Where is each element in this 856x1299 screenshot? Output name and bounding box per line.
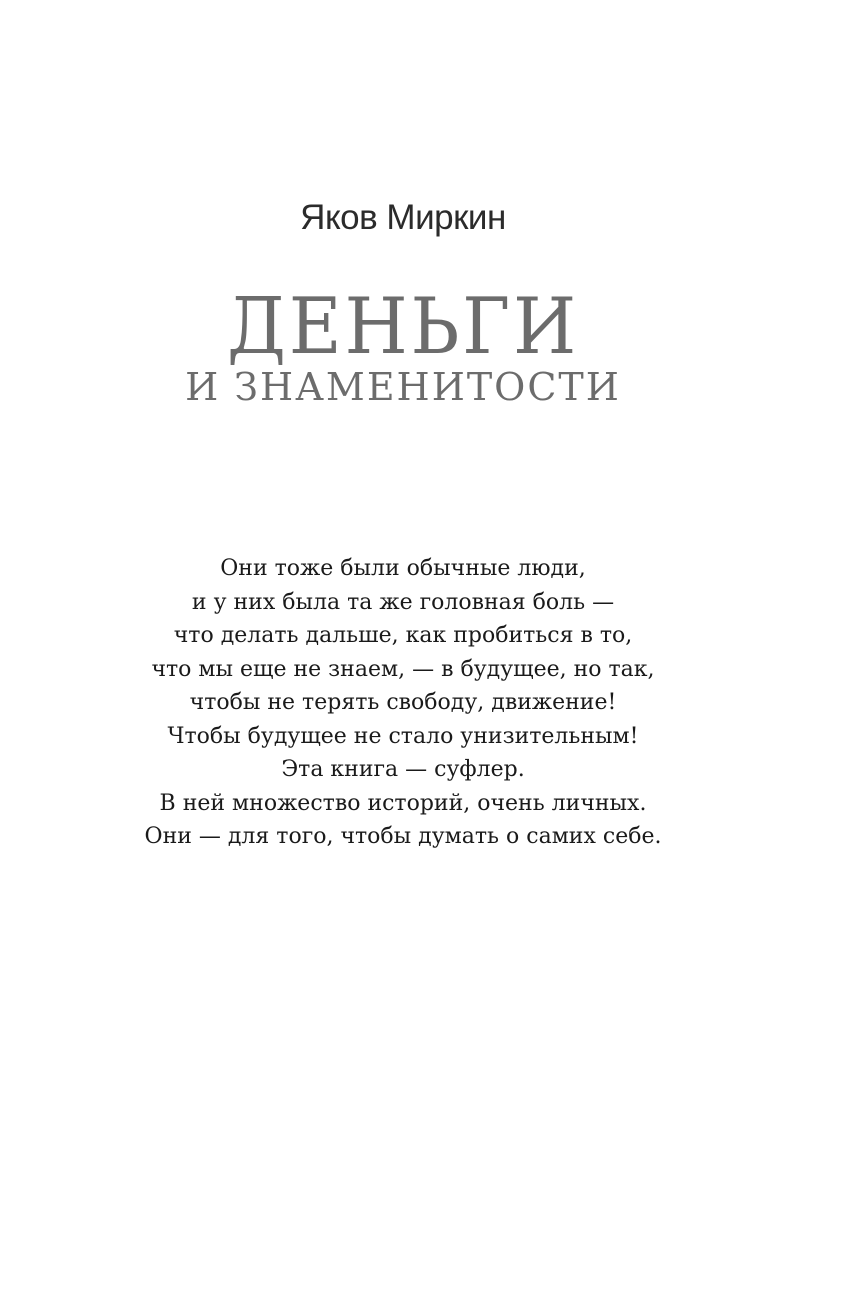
blurb-line: В ней множество историй, очень личных. xyxy=(159,790,647,816)
blurb-line: что мы еще не знаем, — в будущее, но так, xyxy=(151,656,655,682)
blurb-line: Чтобы будущее не стало унизительным! xyxy=(167,723,639,749)
blurb-line: Они тоже были обычные люди, xyxy=(220,556,586,581)
blurb-line: Эта книга — суфлер. xyxy=(281,757,525,782)
book-subtitle: И ЗНАМЕНИТОСТИ xyxy=(185,365,621,409)
book-title: ДЕНЬГИ xyxy=(226,282,580,372)
author-name: Яков Миркин xyxy=(300,198,506,237)
blurb-line: что делать дальше, как пробиться в то, xyxy=(173,623,633,648)
blurb-line: чтобы не терять свободу, движение! xyxy=(189,690,617,715)
blurb-line: Они — для того, чтобы думать о самих себе. xyxy=(144,824,662,849)
blurb-text xyxy=(0,552,806,854)
blurb-line: и у них была та же головная боль — xyxy=(191,589,615,615)
